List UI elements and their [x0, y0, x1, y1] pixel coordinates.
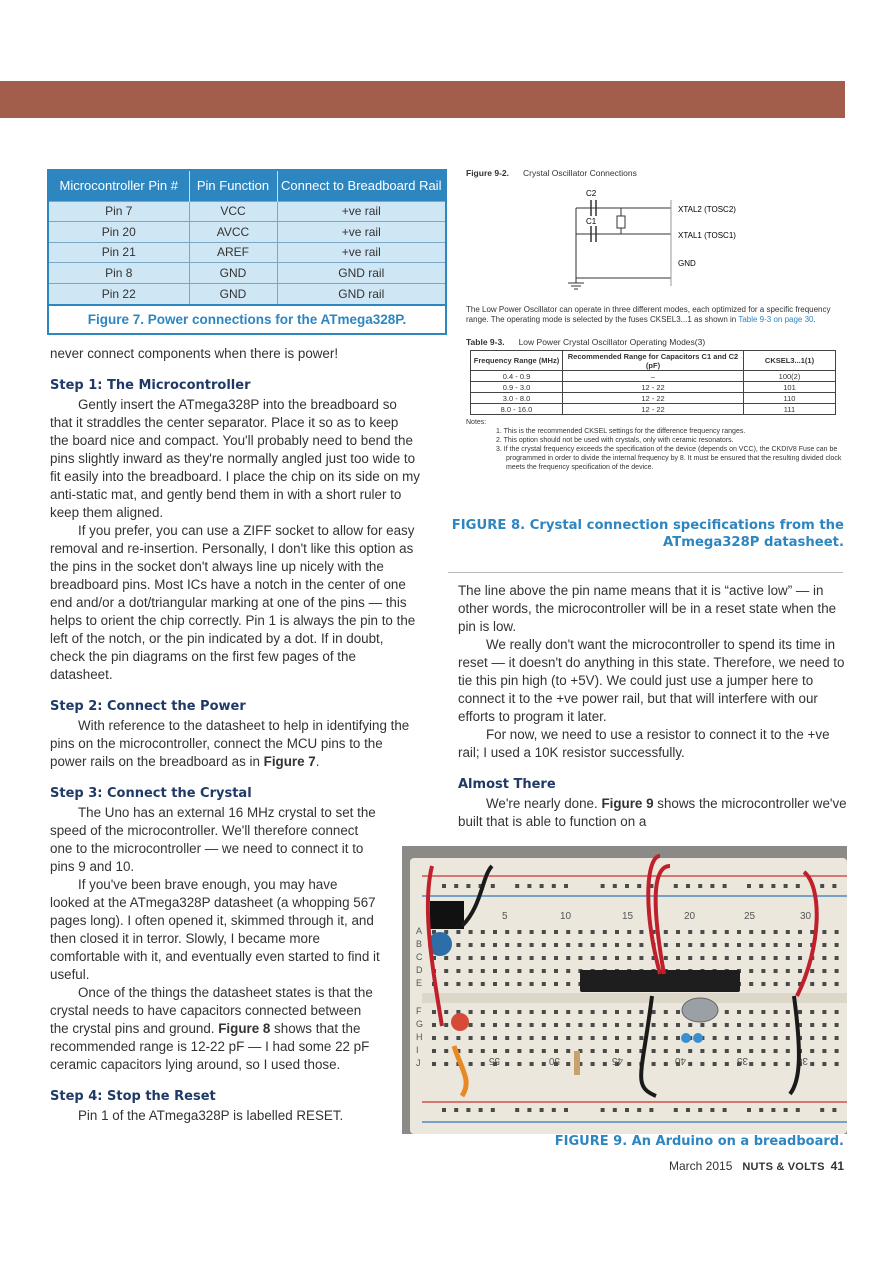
note-item: 1. This is the recommended CKSEL settings for the difference frequency ranges. — [496, 428, 746, 435]
column-number: 30 — [800, 911, 812, 922]
table-cell: Pin 21 — [49, 242, 189, 263]
table-row — [471, 371, 836, 382]
table-row — [471, 382, 836, 393]
column-header: CKSEL3...1(1) — [744, 351, 836, 371]
figure-number: Figure 9-2. — [466, 168, 509, 178]
paragraph — [458, 795, 848, 831]
row-letter: A — [416, 926, 423, 936]
label-c1: C1 — [586, 217, 597, 226]
column-number: 20 — [684, 911, 696, 922]
table-row — [471, 393, 836, 404]
datasheet-figure-title — [466, 168, 846, 178]
table-cell: 12 - 22 — [563, 382, 744, 393]
column-number: 50 — [548, 1055, 560, 1066]
table-cell: – — [563, 371, 744, 382]
figure-reference: Figure 9 — [601, 796, 654, 811]
paragraph: For now, we need to use a resistor to connect it to the +ve rail; I used a 10K resistor successfully. — [458, 727, 830, 760]
table-cell: GND — [189, 263, 277, 284]
column-number: 5 — [502, 911, 508, 922]
row-letter: E — [416, 978, 423, 988]
column-number: 35 — [736, 1055, 748, 1066]
paragraph: Gently insert the ATmega328P into the breadboard so that it straddles the center separator. Place it so as to keep the board nice and compact. You'll probably need to bend the pins slightly inward as they're normally angled just too wide to fit easily into the breadboard. I place the chip on its side on my anti-static mat, and gently bend them in with a short ruler to keep them aligned. — [50, 397, 420, 520]
table-cell: 12 - 22 — [563, 393, 744, 404]
table-cell: Pin 7 — [49, 201, 189, 222]
note-item: 2. This option should not be used with crystals, only with ceramic resonators. — [496, 437, 734, 444]
table-cell: Pin 8 — [49, 263, 189, 284]
datasheet-notes — [466, 418, 846, 472]
step-1-heading: Step 1: The Microcontroller — [50, 378, 251, 393]
table-cell: +ve rail — [277, 242, 445, 263]
table-row — [49, 242, 445, 263]
table-cell: AVCC — [189, 222, 277, 243]
breadboard-illustration — [402, 846, 847, 1134]
magazine-brand: NUTS & VOLTS — [742, 1161, 825, 1173]
table-cell: 111 — [744, 404, 836, 415]
table-cell: 3.0 - 8.0 — [471, 393, 563, 404]
label-xtal2: XTAL2 (TOSC2) — [678, 205, 736, 214]
row-letter: I — [416, 1045, 419, 1055]
pin-connection-table — [49, 171, 445, 304]
paragraph: Pin 1 of the ATmega328P is labelled RESET. — [78, 1108, 344, 1123]
paragraph: The line above the pin name means that it is “active low” — in other words, the microcontroller will be in a reset state when the pin is low. — [458, 583, 837, 634]
row-letter: G — [416, 1019, 424, 1029]
column-number: 55 — [488, 1055, 500, 1066]
figure-reference: Figure 8 — [218, 1021, 271, 1036]
column-number: 10 — [560, 911, 572, 922]
row-letter: B — [416, 939, 423, 949]
paragraph: The Uno has an external 16 MHz crystal to set the speed of the microcontroller. We'll therefore connect one to the microcontroller — we need to connect it to pins 9 and 10. — [50, 805, 376, 874]
table-cell: Pin 20 — [49, 222, 189, 243]
figure-9-caption: FIGURE 9. An Arduino on a breadboard. — [554, 1134, 844, 1149]
column-number: 25 — [744, 911, 756, 922]
column-header: Pin Function — [189, 171, 277, 201]
step-2-heading: Step 2: Connect the Power — [50, 699, 246, 714]
row-letter: H — [416, 1032, 423, 1042]
table-cell: 110 — [744, 393, 836, 404]
right-column — [458, 582, 848, 831]
left-column — [50, 345, 423, 1125]
table-name: Low Power Crystal Oscillator Operating Modes(3) — [518, 337, 706, 347]
column-header: Connect to Breadboard Rail — [277, 171, 445, 201]
label-c2: C2 — [586, 189, 597, 198]
datasheet-table-title — [466, 337, 846, 347]
label-gnd: GND — [678, 259, 696, 268]
column-header: Frequency Range (MHz) — [471, 351, 563, 371]
led — [451, 1013, 469, 1031]
header-banner — [0, 81, 845, 118]
table-cell: GND rail — [277, 283, 445, 304]
table-cell: +ve rail — [277, 222, 445, 243]
figure-name: Crystal Oscillator Connections — [522, 168, 637, 178]
page-footer — [600, 1159, 844, 1173]
row-letter: C — [416, 952, 423, 962]
column-number: 45 — [611, 1055, 623, 1066]
table-cell: VCC — [189, 201, 277, 222]
table-row — [49, 263, 445, 284]
text-run: Once of the things the datasheet states is that the crystal needs to have capacitors connected between the crystal pins and ground. — [50, 985, 373, 1036]
datasheet-paragraph — [466, 305, 846, 325]
label-xtal1: XTAL1 (TOSC1) — [678, 231, 736, 240]
oscillator-circuit — [466, 178, 846, 303]
figure-8-caption: FIGURE 8. Crystal connection specifications from the ATmega328P datasheet. — [451, 518, 844, 550]
table-cell: GND — [189, 283, 277, 304]
table-cell: Pin 22 — [49, 283, 189, 304]
voltage-regulator — [430, 901, 464, 929]
table-row — [471, 404, 836, 415]
column-number: 40 — [674, 1055, 686, 1066]
text-run: . — [315, 754, 320, 769]
crystal-modes-table — [470, 350, 836, 415]
figure-reference: Figure 7 — [263, 754, 316, 769]
text-run: shows the microcontroller we've built that is able to function on a — [458, 796, 847, 829]
table-header-row — [471, 351, 836, 371]
paragraph: If you prefer, you can use a ZIFF socket to allow for easy removal and re-insertion. Personally, I don't like this option as the pins in the socket don't always line up nicely with the breadboard pins. Most ICs have a notch in the center of one end and/or a dot/triangular marking at one of the pins — this helps to orient the chip correctly. Pin 1 is always the pin to the left of the notch, or the pin indicated by a dot. If in doubt, check the pin diagrams on the first few pages of the datasheet. — [50, 523, 416, 682]
page-number: 41 — [830, 1159, 844, 1173]
paragraph — [50, 984, 420, 1074]
table-header-row — [49, 171, 445, 201]
column-header: Recommended Range for Capacitors C1 and C2 (pF) — [563, 351, 744, 371]
datasheet-excerpt — [466, 168, 846, 472]
figure-7-caption: Figure 7. Power connections for the ATmega328P. — [49, 304, 445, 333]
step-4-heading: Step 4: Stop the Reset — [50, 1089, 216, 1104]
resistor — [574, 1051, 580, 1075]
notes-label: Notes: — [466, 419, 487, 426]
almost-there-heading: Almost There — [458, 777, 556, 792]
table-cell: AREF — [189, 242, 277, 263]
table-number: Table 9-3. — [466, 337, 505, 347]
table-row — [49, 201, 445, 222]
text-run: . — [813, 315, 816, 324]
figure-7 — [47, 169, 447, 335]
paragraph — [50, 717, 420, 771]
paragraph: We really don't want the microcontroller to spend its time in reset — it doesn't do anything in this state. Therefore, we need to tie this pin high (to +5V). We could just use a jumper here to connect it to the +ve power rail, but that will interfere with our efforts to program it later. — [458, 637, 845, 724]
table-cell: 0.9 - 3.0 — [471, 382, 563, 393]
note-item: 3. If the crystal frequency exceeds the specification of the device (depends on VCC), the CKDIV8 Fuse can be programmed in order to divide the internal frequency by 8. It must be ensured that the resulting divided clock meets the frequency specification of the device. — [496, 446, 842, 471]
oscillator-schematic — [466, 178, 846, 303]
column-number: 15 — [622, 911, 634, 922]
column-header: Microcontroller Pin # — [49, 171, 189, 201]
table-cell: +ve rail — [277, 201, 445, 222]
paragraph: If you've been brave enough, you may have looked at the ATmega328P datasheet (a whopping 567 pages long). I often opened it, skimmed through it, and then closed it in terror. Slowly, I became more comfortable with it, and eventually even started to find it useful. — [50, 877, 380, 982]
table-cell: GND rail — [277, 263, 445, 284]
table-cell: 101 — [744, 382, 836, 393]
text-run: We're nearly done. — [486, 796, 602, 811]
row-letter: D — [416, 965, 423, 975]
table-cell: 100(2) — [744, 371, 836, 382]
text-run: shows that the recommended range is 12-22 pF — I had some 22 pF ceramic capacitors lying around, so I used those. — [50, 1021, 370, 1072]
text-run: The Low Power Oscillator can operate in three different modes, each optimized for a specific frequency range. The operating mode is selected by the fuses CKSEL3...1 as shown in — [466, 305, 831, 324]
step-3-heading: Step 3: Connect the Crystal — [50, 786, 252, 801]
column-number: 30 — [796, 1055, 808, 1066]
crystal — [682, 998, 718, 1022]
table-cell: 8.0 - 16.0 — [471, 404, 563, 415]
issue-date: March 2015 — [669, 1159, 733, 1173]
divider — [448, 572, 843, 573]
breadboard-photo — [402, 846, 847, 1134]
row-letter: J — [416, 1058, 421, 1068]
text-run: With reference to the datasheet to help in identifying the pins on the microcontroller, connect the MCU pins to the power rails on the breadboard as in — [50, 718, 410, 769]
table-cell: 0.4 - 0.9 — [471, 371, 563, 382]
intro-text: never connect components when there is power! — [50, 346, 339, 361]
table-row — [49, 283, 445, 304]
row-letter: F — [416, 1006, 422, 1016]
table-cell: 12 - 22 — [563, 404, 744, 415]
table-row — [49, 222, 445, 243]
table-link[interactable]: Table 9-3 on page 30 — [738, 315, 814, 324]
